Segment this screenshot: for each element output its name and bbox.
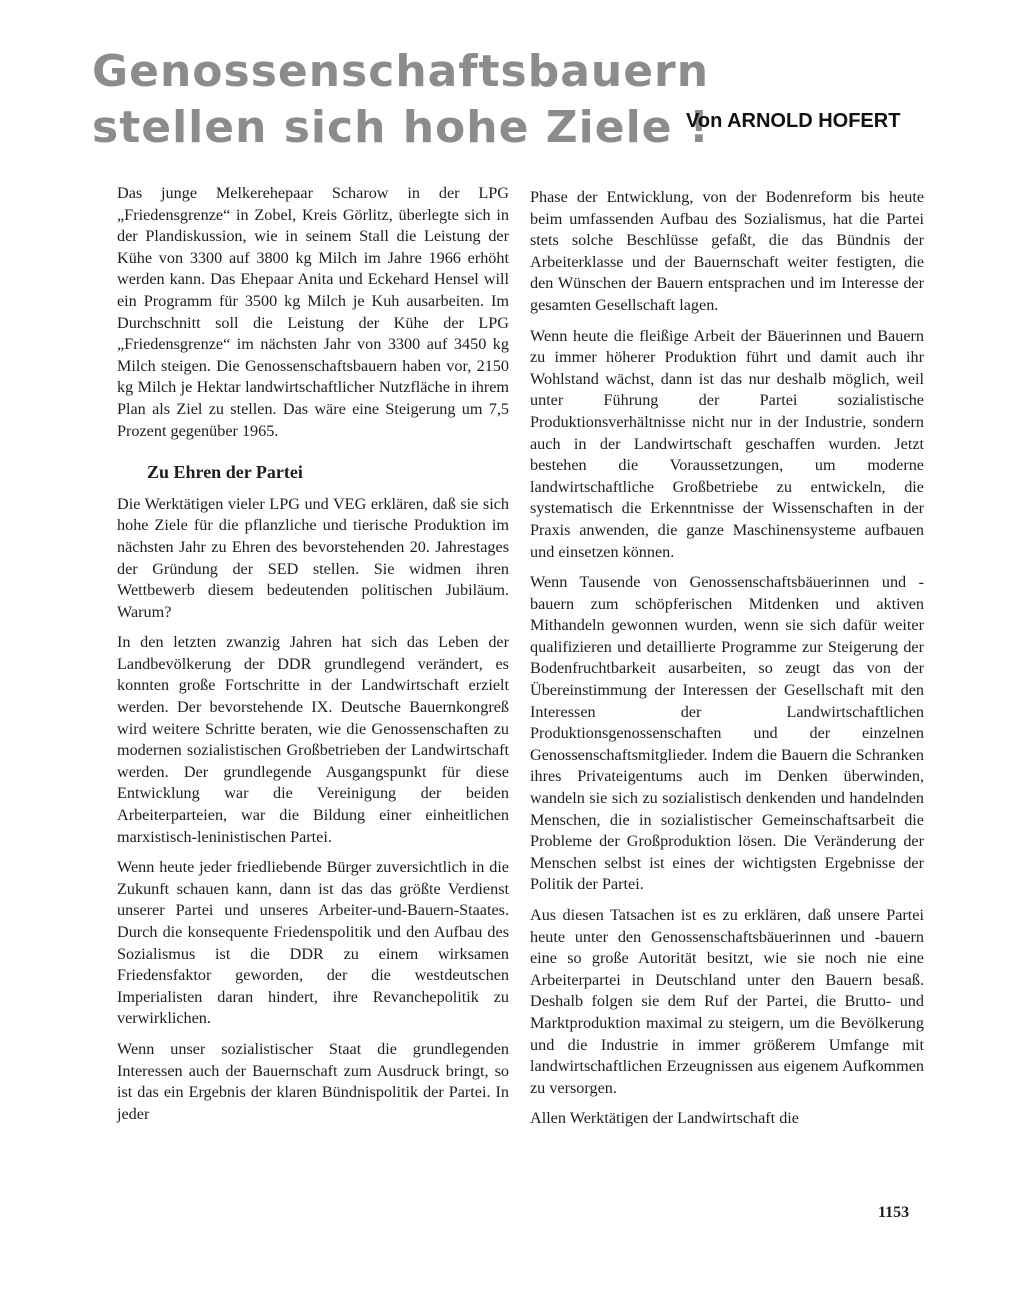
- paragraph: Wenn Tausende von Genossenschaftsbäuerinnen und -bauern zum schöpferischen Mitdenken und aktiven Mithandeln gewonnen wurden, wenn sie sich dafür weiter qualifizieren und detaillierte Programme zur Steigerung der Bodenfruchtbarkeit ausarbeiten, so zeugt das von der Übereinstimmung der Interessen der Gesellschaft mit den Interessen der Landwirtschaftlichen Produktionsgenossenschaften und der einzelnen Genossenschaftsmitglieder. Indem die Bauern die Schranken ihres Privateigentums auch im Denken überwinden, wandeln sie sich zu sozialistisch denkenden und handelnden Menschen, die in sozialistischer Gemeinschaftsarbeit die Probleme der Großproduktion lösen. Die Veränderung der Menschen selbst ist eines der wichtigsten Ergebnisse der Politik der Partei.: [530, 573, 924, 894]
- paragraph: Das junge Melkerehepaar Scharow in der LPG „Friedensgrenze“ in Zobel, Kreis Görlitz, überlegte sich in der Plandiskussion, wie in seinem Stall die Leistung der Kühe von 3300 auf 3800 kg Milch im Jahre 1966 erhöht werden kann. Das Ehepaar Anita und Eckehard Hensel will ein Programm für 3500 kg Milch je Kuh ausarbeiten. Im Durchschnitt soll die Leistung der Kühe der LPG „Friedensgrenze“ im nächsten Jahr von 3300 auf 3450 kg Milch steigen. Die Genossenschaftsbauern haben vor, 2150 kg Milch je Hektar landwirtschaftlicher Nutzfläche in ihrem Plan als Ziel zu stellen. Das wäre eine Steigerung um 7,5 Prozent gegenüber 1965.: [117, 184, 509, 440]
- article-title-line-1: Genossenschaftsbauern: [92, 46, 710, 97]
- paragraph: Wenn unser sozialistischer Staat die grundlegenden Interessen auch der Bauernschaft zum Ausdruck bringt, so ist das ein Ergebnis der klaren Bündnispolitik der Partei. In jeder: [117, 1039, 509, 1123]
- left-column: [117, 183, 509, 1134]
- paragraph: Phase der Entwicklung, von der Bodenreform bis heute beim umfassenden Aufbau des Sozialismus, hat die Partei stets solche Beschlüsse gefaßt, die das Bündnis der Arbeiterklasse und der Bauernschaft weiter festigten, die den Wünschen der Bauern entsprachen und im Interesse der gesamten Gesellschaft lagen.: [530, 188, 924, 314]
- article-title-line-2: stellen sich hohe Ziele !: [92, 102, 710, 153]
- right-column: [530, 183, 924, 1139]
- page-number: 1153: [878, 1204, 910, 1221]
- paragraph: Aus diesen Tatsachen ist es zu erklären, daß unsere Partei heute unter den Genossenschaftsbäuerinnen und -bauern eine so große Autorität besitzt, wie sie noch nie eine Arbeiterpartei in Deutschland unter den Bauern besaß. Deshalb folgen sie dem Ruf der Partei, die Brutto- und Marktproduktion maximal zu steigern, um die Bevölkerung und die Industrie in immer größerem Umfange mit landwirtschaftlichen Erzeugnissen aus eigenem Aufkommen zu versorgen.: [530, 906, 924, 1097]
- paragraph: Wenn heute jeder friedliebende Bürger zuversichtlich in die Zukunft schauen kann, dann ist das das größte Verdienst unserer Partei und unseres Arbeiter-und-Bauern-Staates. Durch die konsequente Friedenspolitik und den Aufbau des Sozialismus ist die DDR zu einem wirksamen Friedensfaktor geworden, der die westdeutschen Imperialisten daran hindert, ihre Revanchepolitik zu verwirklichen.: [117, 858, 509, 1028]
- article-byline: Von ARNOLD HOFERT: [686, 110, 901, 132]
- section-heading: Zu Ehren der Partei: [147, 462, 303, 483]
- paragraph: Die Werktätigen vieler LPG und VEG erklären, daß sie sich hohe Ziele für die pflanzliche und tierische Produktion im nächsten Jahr zu Ehren des bevorstehenden 20. Jahrestages der Gründung der SED stellen. Sie widmen ihren Wettbewerb diesem bedeutenden politischen Jubiläum. Warum?: [117, 494, 509, 621]
- article-title: [92, 44, 710, 156]
- paragraph: Wenn heute die fleißige Arbeit der Bäuerinnen und Bauern zu immer höherer Produktion führt und damit auch ihr Wohlstand wächst, dann ist das nur deshalb möglich, weil unter Führung der Partei sozialistische Produktionsverhältnisse nicht nur in der Industrie, sondern auch in der Landwirtschaft geschaffen wurden. Jetzt bestehen die Voraussetzungen, um moderne landwirtschaftliche Großbetriebe zu entwickeln, die systematisch die Erkenntnisse der Wissenschaften in der Praxis anwenden, die ganze Maschinensysteme aufbauen und einsetzen können.: [530, 326, 924, 561]
- paragraph: In den letzten zwanzig Jahren hat sich das Leben der Landbevölkerung der DDR grundlegend verändert, es konnten große Fortschritte in der Landwirtschaft erzielt werden. Der bevorstehende IX. Deutsche Bauernkongreß wird weitere Schritte beraten, wie die Genossenschaften zu modernen sozialistischen Großbetrieben der Landwirtschaft werden. Der grundlegende Ausgangspunkt für diese Entwicklung war die Vereinigung der beiden Arbeiterparteien, war die Bildung einer einheitlichen marxistisch-leninistischen Partei.: [117, 633, 509, 846]
- paragraph: Allen Werktätigen der Landwirtschaft die: [530, 1109, 799, 1128]
